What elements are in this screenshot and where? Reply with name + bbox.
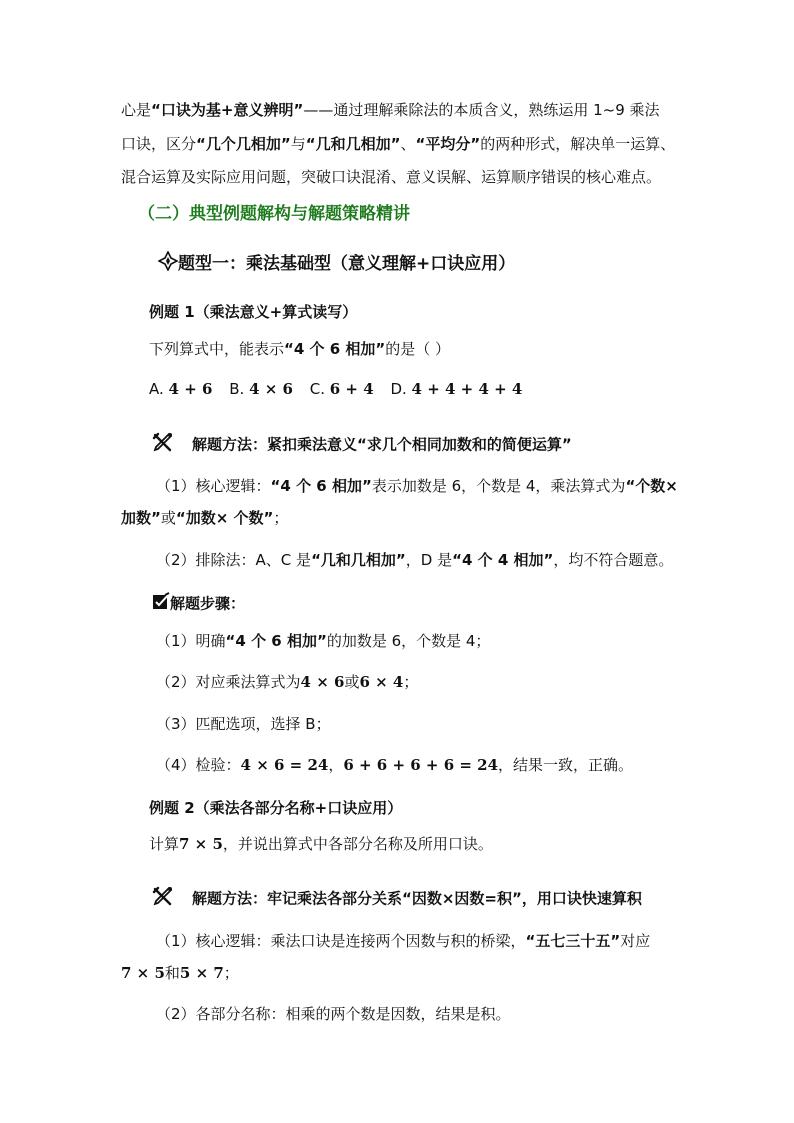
option-a: A. 4 + 6: [149, 380, 213, 398]
option-d: D. 4 + 4 + 4 + 4: [390, 380, 523, 398]
intro-line-3: 混合运算及实际应用问题，突破口诀混淆、意义误解、运算顺序错误的核心难点。: [121, 168, 662, 186]
example1-step-1: （1）明确“4 个 6 相加”的加数是 6，个数是 4；: [156, 632, 491, 650]
tools-icon: [152, 432, 174, 458]
example2-question: 计算7 × 5，并说出算式中各部分名称及所用口诀。: [149, 835, 493, 853]
tools-icon: [152, 886, 174, 912]
example1-method-1a: （1）核心逻辑：“4 个 6 相加”表示加数是 6，个数是 4，乘法算式为“个数×: [156, 477, 678, 495]
checkbox-icon: [152, 592, 170, 616]
example1-steps-heading: 解题步骤：: [152, 592, 245, 616]
section-heading: （二）典型例题解构与解题策略精讲: [138, 204, 410, 224]
example1-step-2: （2）对应乘法算式为4 × 6或6 × 4；: [156, 673, 419, 691]
option-b: B. 4 × 6: [229, 380, 293, 398]
example2-method-1a: （1）核心逻辑：乘法口诀是连接两个因数与积的桥梁，“五七三十五”对应: [156, 932, 651, 950]
example1-question: 下列算式中，能表示“4 个 6 相加”的是（ ）: [149, 340, 451, 358]
intro-line-2: 口诀，区分“几个几相加”与“几和几相加”、“平均分”的两种形式，解决单一运算、: [121, 135, 676, 153]
example2-method-heading: 解题方法：牢记乘法各部分关系“因数×因数=积”，用口诀快速算积: [152, 886, 642, 912]
example1-step-3: （3）匹配选项，选择 B；: [156, 715, 331, 733]
example1-options: [149, 378, 522, 400]
example2-method-2: （2）各部分名称：相乘的两个数是因数，结果是积。: [156, 1005, 511, 1023]
example2-title: 例题 2（乘法各部分名称+口诀应用）: [149, 799, 403, 817]
example1-step-4: （4）检验：4 × 6 = 24，6 + 6 + 6 + 6 = 24，结果一致，正确。: [156, 756, 634, 774]
intro-line-1: 心是“口诀为基+意义辨明”——通过理解乘除法的本质含义，熟练运用 1~9 乘法: [121, 101, 660, 119]
example1-title: 例题 1（乘法意义+算式读写）: [149, 303, 358, 321]
example2-method-1b: 7 × 5和5 × 7；: [121, 964, 239, 982]
example1-method-2: （2）排除法：A、C 是“几和几相加”，D 是“4 个 4 相加”，均不符合题意。: [156, 551, 674, 569]
example1-method-1b: 加数”或“加数× 个数”；: [121, 509, 289, 527]
type1-heading: 题型一：乘法基础型（意义理解+口诀应用）: [158, 251, 515, 277]
sparkle-diamond-icon: [158, 251, 178, 277]
example1-method-heading: 解题方法：紧扣乘法意义“求几个相同加数和的简便运算”: [152, 432, 572, 458]
option-c: C. 6 + 4: [309, 380, 374, 398]
